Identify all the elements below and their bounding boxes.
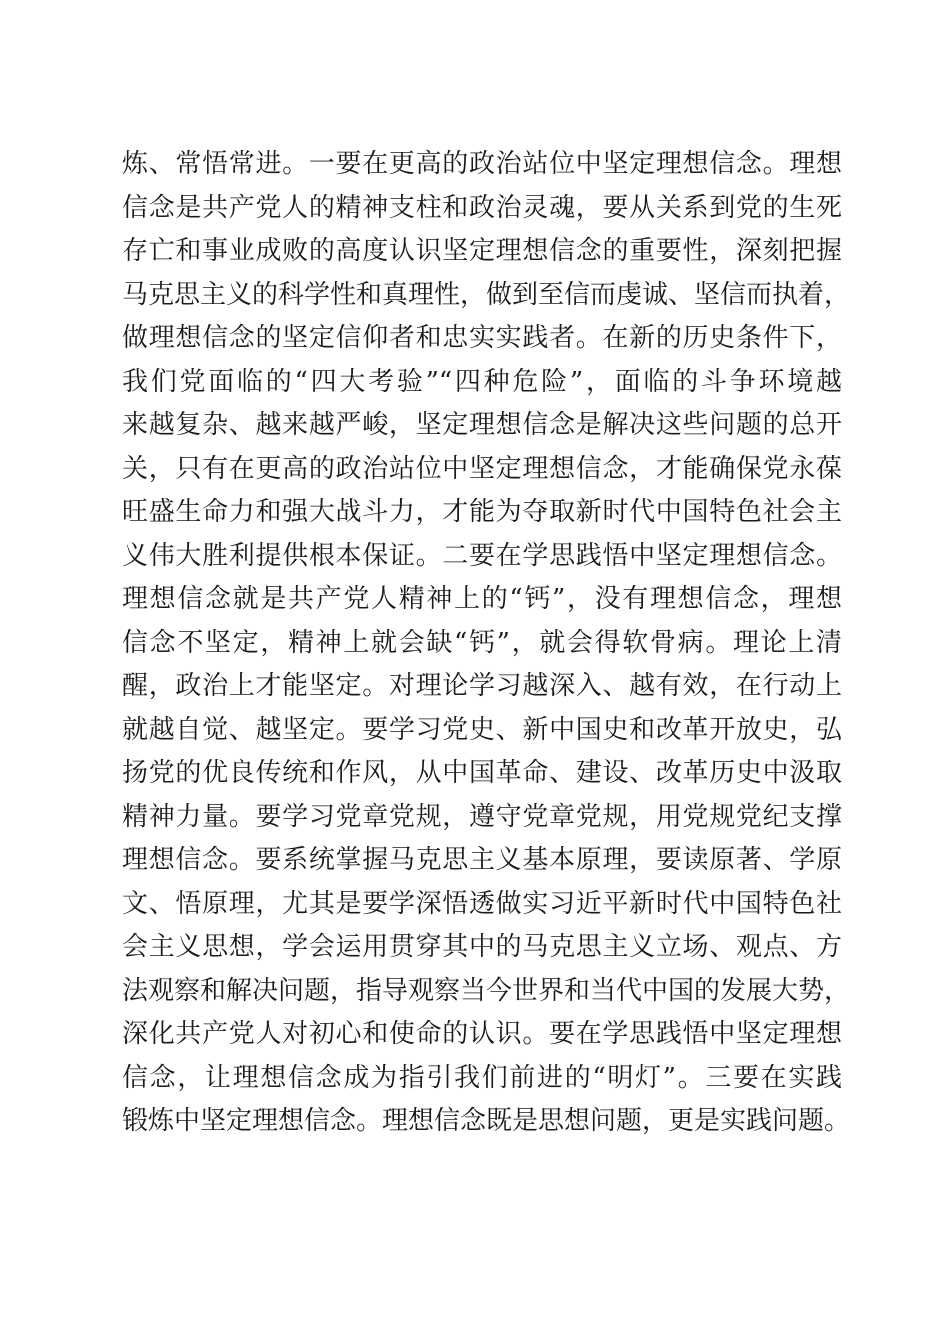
text-line: 来越复杂、越来越严峻，坚定理想信念是解决这些问题的总开 [122, 410, 842, 440]
text-line: 做理想信念的坚定信仰者和忠实实践者。在新的历史条件下， [122, 323, 842, 353]
text-line: 炼、常悟常进。一要在更高的政治站位中坚定理想信念。理想 [122, 149, 842, 179]
text-line: 精神力量。要学习党章党规，遵守党章党规，用党规党纪支撑 [122, 801, 842, 832]
text-line: 文、悟原理，尤其是要学深悟透做实习近平新时代中国特色社 [122, 888, 842, 919]
text-line: 关，只有在更高的政治站位中坚定理想信念，才能确保党永葆 [122, 453, 842, 484]
text-line: 信念是共产党人的精神支柱和政治灵魂，要从关系到党的生死 [122, 192, 842, 223]
text-line: 会主义思想，学会运用贯穿其中的马克思主义立场、观点、方 [122, 932, 842, 962]
text-line: 深化共产党人对初心和使命的认识。要在学思践悟中坚定理想 [122, 1019, 842, 1049]
text-line: 存亡和事业成败的高度认识坚定理想信念的重要性，深刻把握 [122, 236, 842, 266]
text-line: 我们党面临的“四大考验”“四种危险”，面临的斗争环境越 [122, 366, 842, 397]
body-text [122, 143, 851, 1144]
text-line: 义伟大胜利提供根本保证。二要在学思践悟中坚定理想信念。 [122, 540, 842, 571]
text-line: 扬党的优良传统和作风，从中国革命、建设、改革历史中汲取 [122, 758, 842, 788]
text-line: 醒，政治上才能坚定。对理论学习越深入、越有效，在行动上 [122, 671, 842, 701]
text-line: 信念，让理想信念成为指引我们前进的“明灯”。三要在实践 [122, 1062, 842, 1093]
text-line: 锻炼中坚定理想信念。理想信念既是思想问题，更是实践问题。 [122, 1106, 851, 1136]
text-line: 就越自觉、越坚定。要学习党史、新中国史和改革开放史，弘 [122, 714, 842, 745]
text-line: 信念不坚定，精神上就会缺“钙”，就会得软骨病。理论上清 [122, 627, 842, 658]
text-line: 理想信念。要系统掌握马克思主义基本原理，要读原著、学原 [122, 845, 842, 875]
text-line: 马克思主义的科学性和真理性，做到至信而虔诚、坚信而执着， [122, 279, 851, 310]
text-line: 法观察和解决问题，指导观察当今世界和当代中国的发展大势， [122, 975, 851, 1006]
text-line: 理想信念就是共产党人精神上的“钙”，没有理想信念，理想 [122, 584, 842, 614]
text-line: 旺盛生命力和强大战斗力，才能为夺取新时代中国特色社会主 [122, 497, 842, 527]
